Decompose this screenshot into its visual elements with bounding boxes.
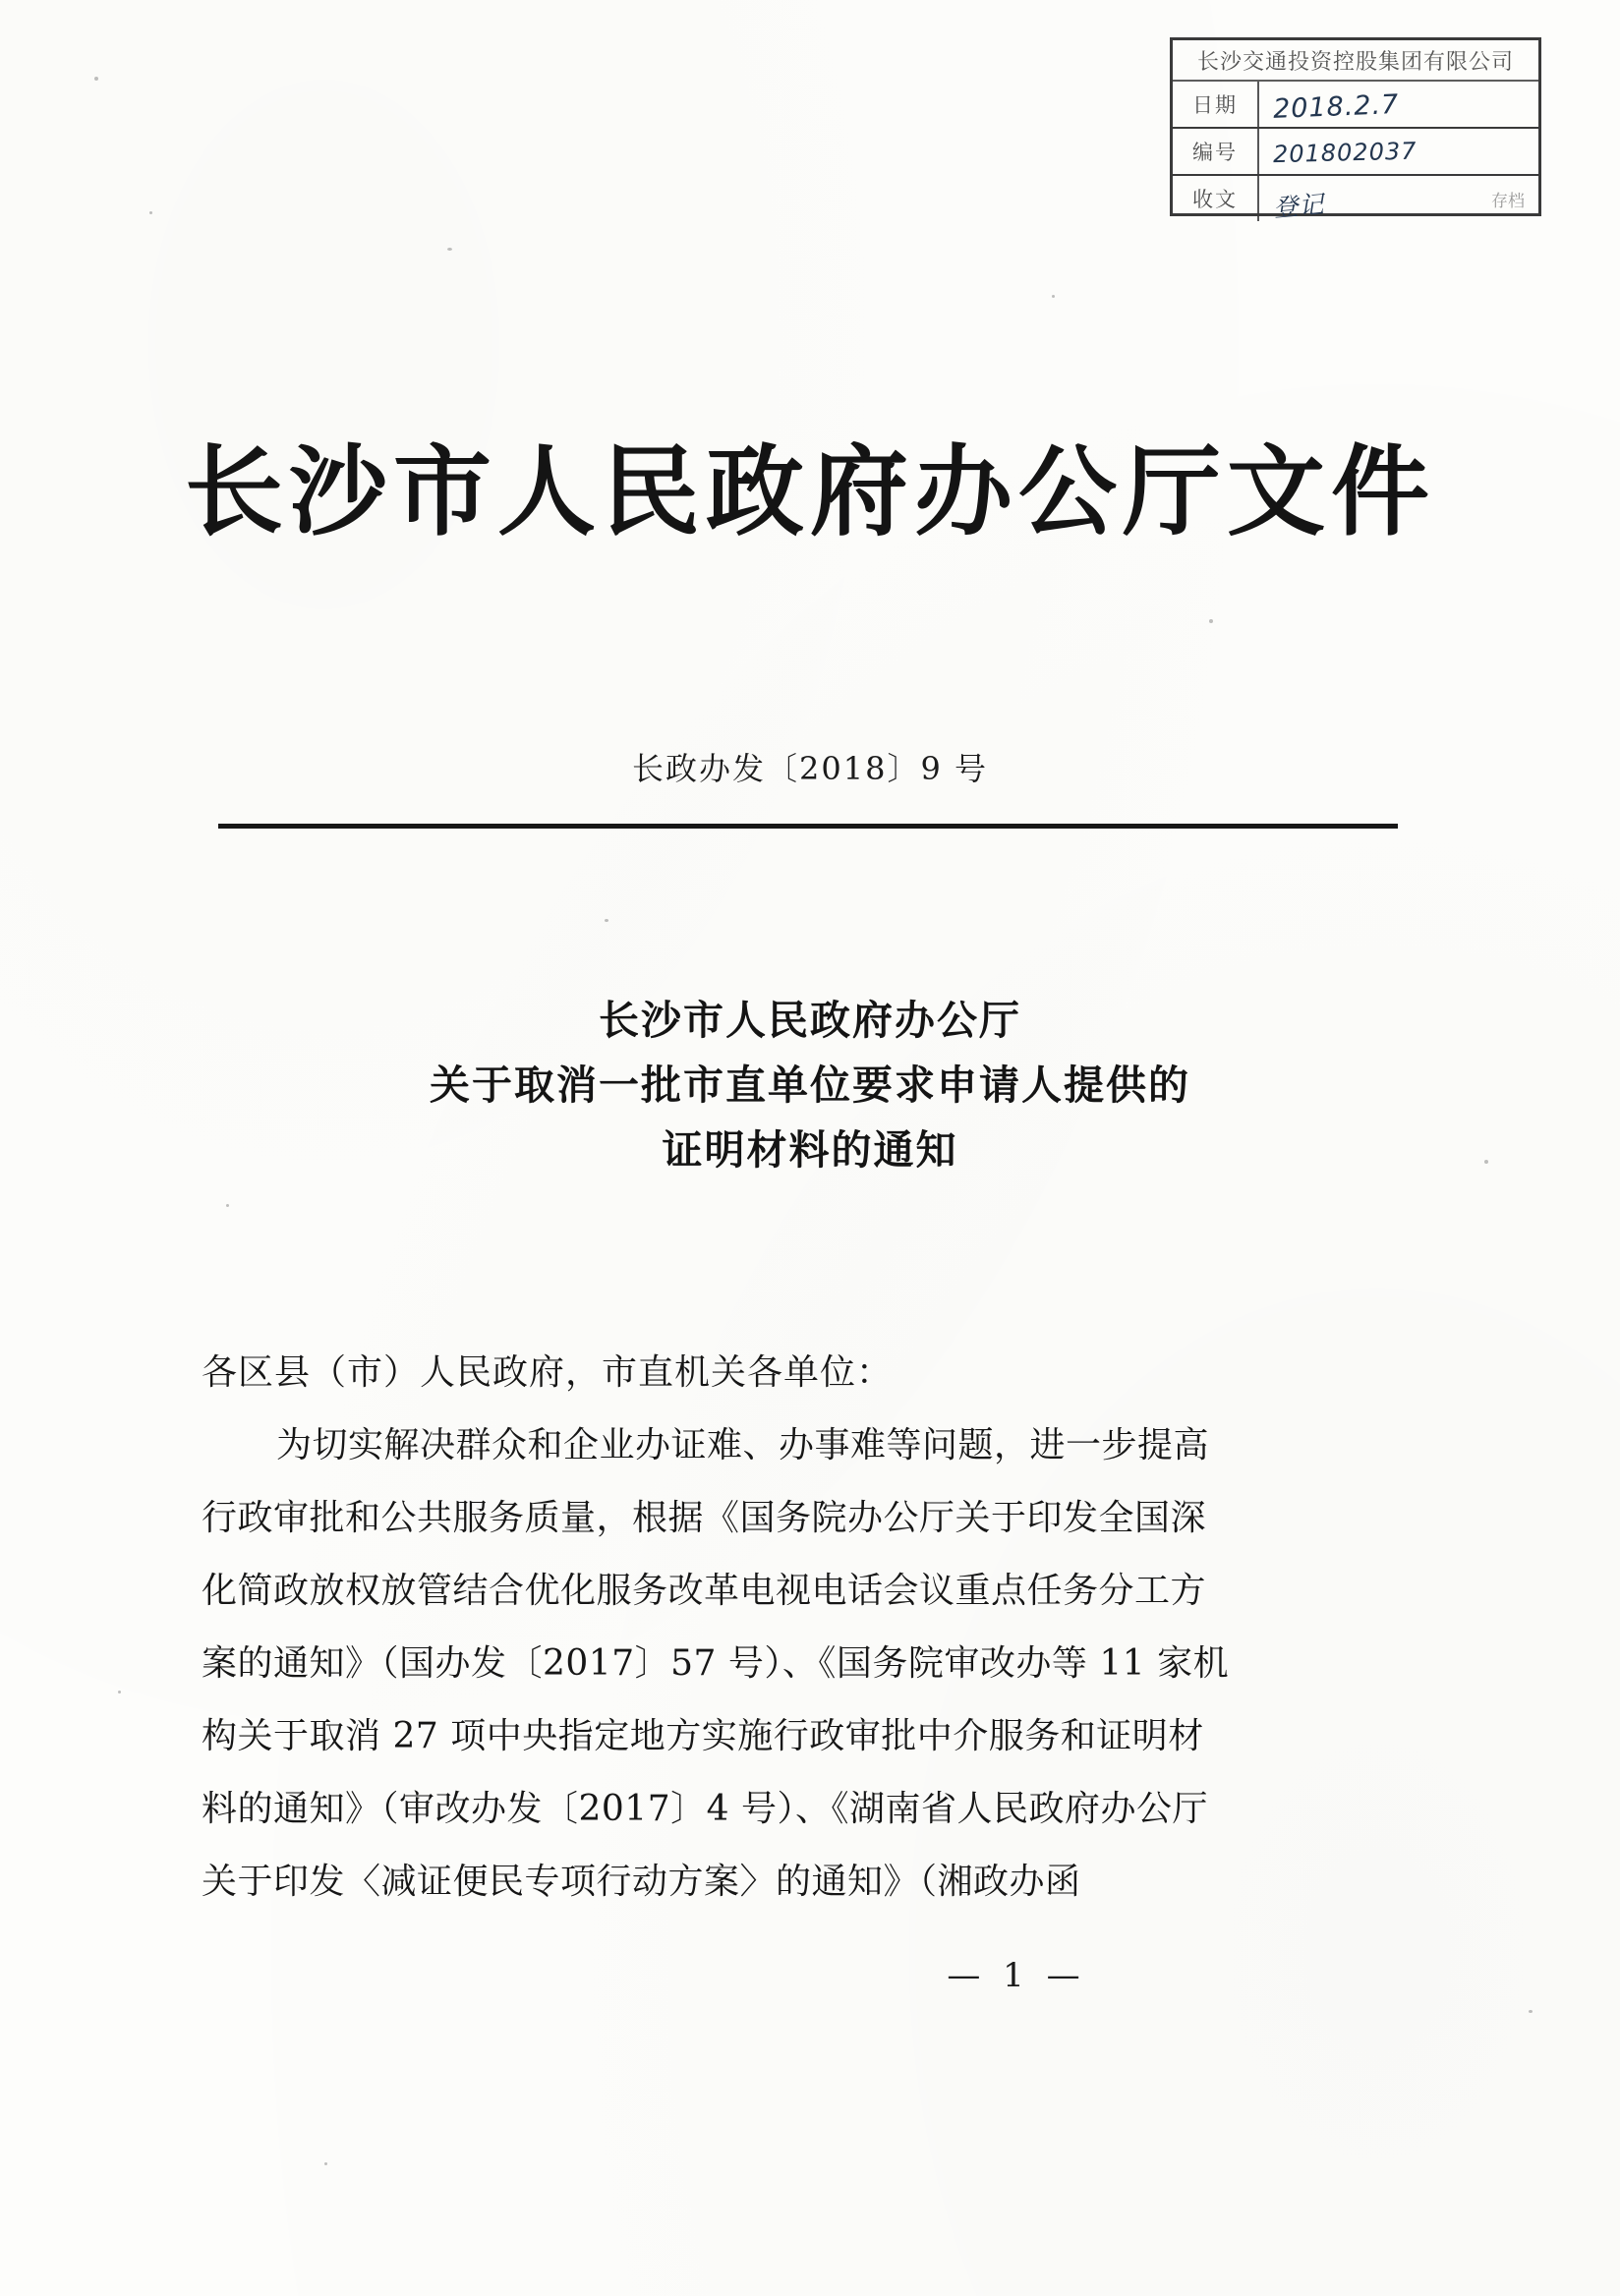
body-line-2: 行政审批和公共服务质量，根据《国务院办公厅关于印发全国深 [202,1498,1207,1538]
stamp-value-date: 2018.2.7 [1272,88,1400,125]
body-line-1: 为切实解决群众和企业办证难、办事难等问题，进一步提高 [276,1425,1210,1465]
stamp-note-archive: 存档 [1491,191,1525,211]
stamp-row-number [1173,129,1538,176]
document-masthead: 长沙市人民政府办公厅文件 [185,433,1435,549]
title-line-2: 关于取消一批市直单位要求申请人提供的 [430,1062,1190,1109]
body-line-5: 构关于取消 27 项中央指定地方实施行政审批中介服务和证明材 [202,1716,1204,1756]
body-paragraph-1 [202,1409,1430,1919]
scan-artifact [1529,2010,1533,2013]
salutation: 各区县（市）人民政府，市直机关各单位： [202,1352,894,1393]
document-body [202,1337,1430,1919]
stamp-row-receipt [1173,176,1538,221]
stamp-label-number: 编号 [1173,129,1259,174]
document-title [0,988,1620,1182]
stamp-row-date [1173,82,1538,129]
stamp-label-receipt: 收文 [1173,176,1259,221]
body-line-6: 料的通知》（审改办发〔2017〕4 号）、《湖南省人民政府办公厅 [202,1789,1208,1829]
stamp-value-number: 201802037 [1272,137,1418,169]
registration-stamp [1170,37,1541,223]
scan-artifact [447,248,452,251]
title-line-1: 长沙市人民政府办公厅 [599,997,1021,1044]
scan-artifact [149,211,152,214]
scan-artifact [118,1691,121,1693]
title-line-3: 证明材料的通知 [662,1126,958,1174]
scan-artifact [226,1204,229,1207]
stamp-label-date: 日期 [1173,82,1259,127]
masthead-divider [218,824,1398,829]
stamp-company-name: 长沙交通投资控股集团有限公司 [1173,40,1538,82]
scan-artifact [1209,619,1213,623]
body-line-3: 化简政放权放管结合优化服务改革电视电话会议重点任务分工方 [202,1571,1207,1611]
body-line-7: 关于印发〈减证便民专项行动方案〉的通知》（湘政办函 [202,1862,1081,1902]
stamp-value-receipt: 登记 [1272,189,1326,223]
page-number: — 1 — [947,1956,1086,1995]
scan-artifact [1052,295,1055,298]
page-footer [0,1956,1620,1995]
scan-artifact [94,77,98,81]
document-number: 长政办发〔2018〕9 号 [632,750,988,787]
scan-artifact [324,2162,327,2165]
scan-artifact [605,919,608,922]
body-line-4: 案的通知》（国办发〔2017〕57 号）、《国务院审改办等 11 家机 [202,1643,1230,1684]
